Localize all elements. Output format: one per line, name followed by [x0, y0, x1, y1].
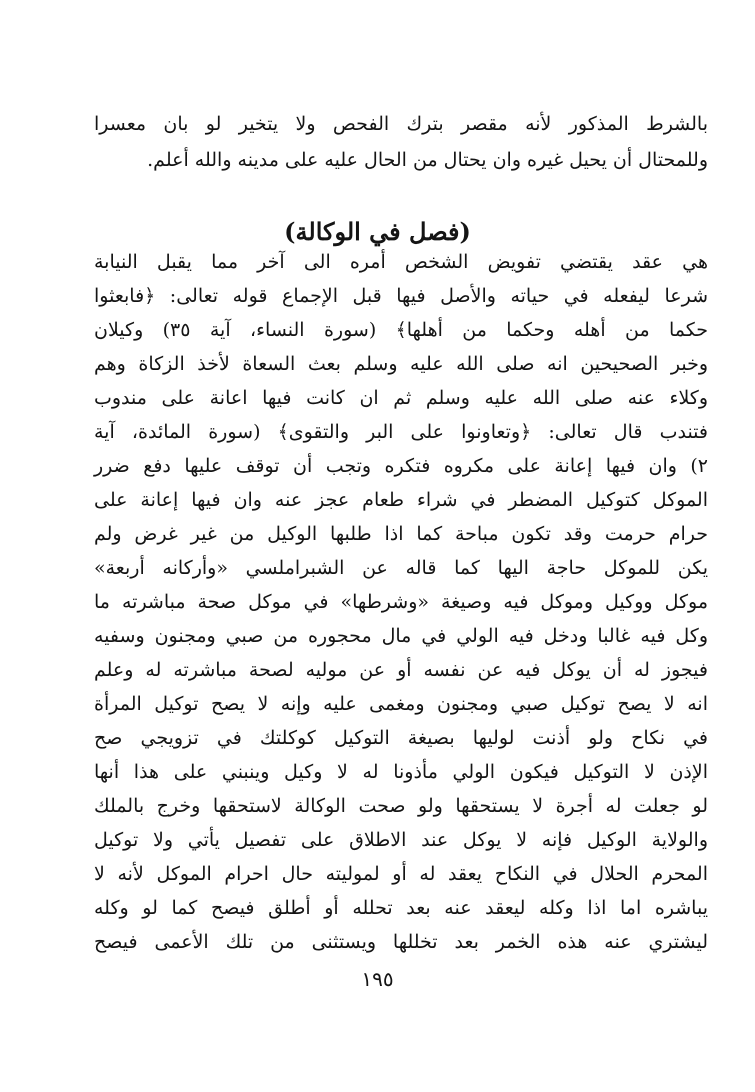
- page-number: ١٩٥: [361, 967, 394, 991]
- text-line: بالشرط المذكور لأنه مقصر بترك الفحص ولا يتخير لو بان معسرا: [94, 113, 708, 135]
- text-line: المحرم الحلال في النكاح يعقد له أو لموليته حال احرام الموكل لأنه لا: [94, 863, 708, 885]
- text-line: انه لا يصح توكيل صبي ومجنون ومغمى عليه وإنه لا يصح توكيل المرأة: [94, 693, 708, 715]
- text-line: حكما من أهله وحكما من أهلها﴾ (سورة النساء، آية ٣٥) وكيلان: [94, 319, 709, 341]
- text-line: موكل ووكيل وموكل فيه وصيغة «وشرطها» في موكل صحة مباشرته ما: [94, 591, 708, 613]
- text-line: ٢) وان فيها إعانة على مكروه فتكره وتجب أن توقف عليها دفع ضرر: [94, 455, 708, 477]
- text-line: وللمحتال أن يحيل غيره وان يحتال من الحال عليه على مدينه والله أعلم.: [147, 149, 708, 171]
- text-line: هي عقد يقتضي تفويض الشخص أمره الى آخر مما يقبل النيابة: [94, 251, 708, 273]
- text-line: فيجوز له أن يوكل فيه عن نفسه أو عن موليه لصحة مباشرته له وعلم: [94, 659, 708, 681]
- text-line: وكل فيه غالبا ودخل فيه الولي في مال محجوره من صبي ومجنون وسفيه: [94, 625, 708, 647]
- text-line: يباشره اما اذا وكله ليعقد عنه بعد تحلله أو أطلق فيصح كما لو وكله: [94, 897, 708, 919]
- text-line: وخبر الصحيحين انه صلى الله عليه وسلم بعث السعاة لأخذ الزكاة وهم: [94, 353, 708, 375]
- text-line: شرعا ليفعله في حياته والأصل فيها قبل الإجماع قوله تعالى: ﴿فابعثوا: [94, 285, 708, 307]
- text-line: والولاية الوكيل فإنه لا يوكل عند الاطلاق على تفصيل يأتي ولا توكيل: [94, 829, 708, 851]
- text-line: فتندب قال تعالى: ﴿وتعاونوا على البر والتقوى﴾ (سورة المائدة، آية: [94, 421, 708, 443]
- text-line: في نكاح ولو أذنت لوليها بصيغة التوكيل كوكلتك في تزويجي صح: [94, 727, 708, 749]
- section-heading: (فصل في الوكالة): [284, 217, 471, 246]
- text-line: وكلاء عنه صلى الله عليه وسلم ثم ان كانت فيها اعانة على مندوب: [94, 387, 708, 409]
- text-line: حرام حرمت وقد تكون مباحة كما اذا طلبها الوكيل من غير غرض ولم: [94, 523, 708, 545]
- text-line: الموكل كتوكيل المضطر في شراء طعام عجز عنه وان فيها إعانة على: [94, 489, 708, 511]
- text-line: ليشتري عنه هذه الخمر بعد تخللها ويستثنى من تلك الأعمى فيصح: [94, 931, 708, 953]
- text-line: الإذن لا التوكيل فيكون الولي مأذونا له لا وكيل وينبني على هذا أنها: [94, 761, 708, 783]
- text-line: يكن للموكل حاجة اليها كما قاله عن الشبراملسي «وأركانه أربعة»: [94, 557, 708, 579]
- text-line: لو جعلت له أجرة لا يستحقها ولو صحت الوكالة لاستحقها وخرج بالملك: [94, 795, 708, 817]
